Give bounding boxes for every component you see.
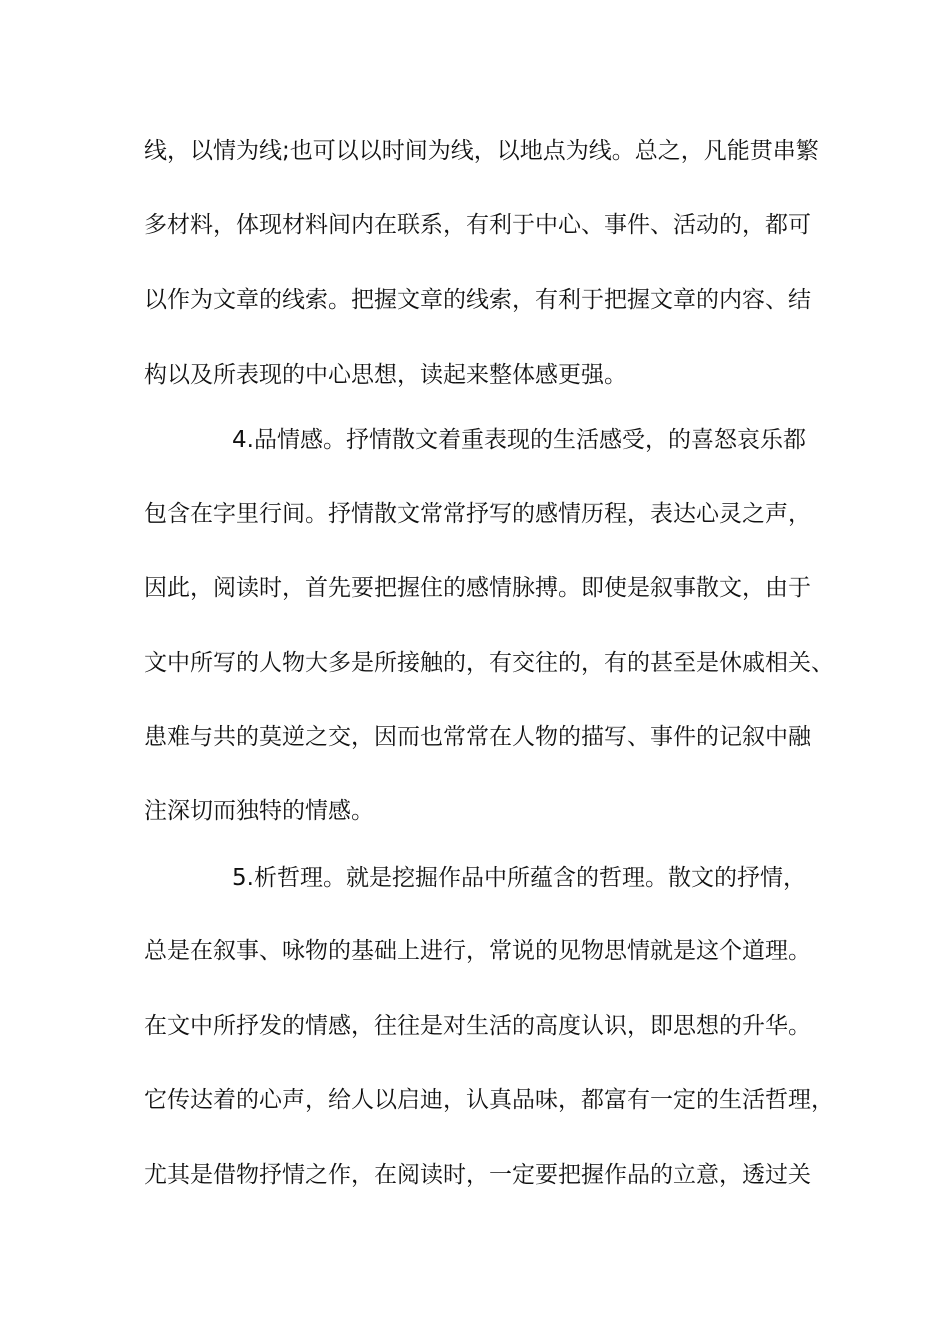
text-line-15: 尤其是借物抒情之作，在阅读时，一定要把握作品的立意，透过关 [144,1162,811,1188]
text-line-12: 总是在叙事、咏物的基础上进行，常说的见物思情就是这个道理。 [144,938,811,964]
text-line-13: 在文中所抒发的情感，往往是对生活的高度认识，即思想的升华。 [144,1013,811,1039]
text-line-6: 包含在字里行间。抒情散文常常抒写的感情历程，表达心灵之声， [144,501,811,527]
text-line-4: 构以及所表现的中心思想，读起来整体感更强。 [144,362,627,388]
paragraph-4-start: 4.品情感。抒情散文着重表现的生活感受，的喜怒哀乐都 [232,427,806,453]
text-line-10: 注深切而独特的情感。 [144,798,374,824]
text-line-7: 因此，阅读时，首先要把握住的感情脉搏。即使是叙事散文，由于 [144,575,811,601]
text-line-1: 线，以情为线;也可以以时间为线，以地点为线。总之，凡能贯串繁 [144,138,819,164]
text-line-2: 多材料，体现材料间内在联系，有利于中心、事件、活动的，都可 [144,212,811,238]
text-line-14: 它传达着的心声，给人以启迪，认真品味，都富有一定的生活哲理， [144,1087,834,1113]
text-line-9: 患难与共的莫逆之交，因而也常常在人物的描写、事件的记叙中融 [144,724,811,750]
text-line-3: 以作为文章的线索。把握文章的线索，有利于把握文章的内容、结 [144,287,811,313]
paragraph-5-start: 5.析哲理。就是挖掘作品中所蕴含的哲理。散文的抒情， [232,865,806,891]
text-line-8: 文中所写的人物大多是所接触的，有交往的，有的甚至是休戚相关、 [144,650,834,676]
